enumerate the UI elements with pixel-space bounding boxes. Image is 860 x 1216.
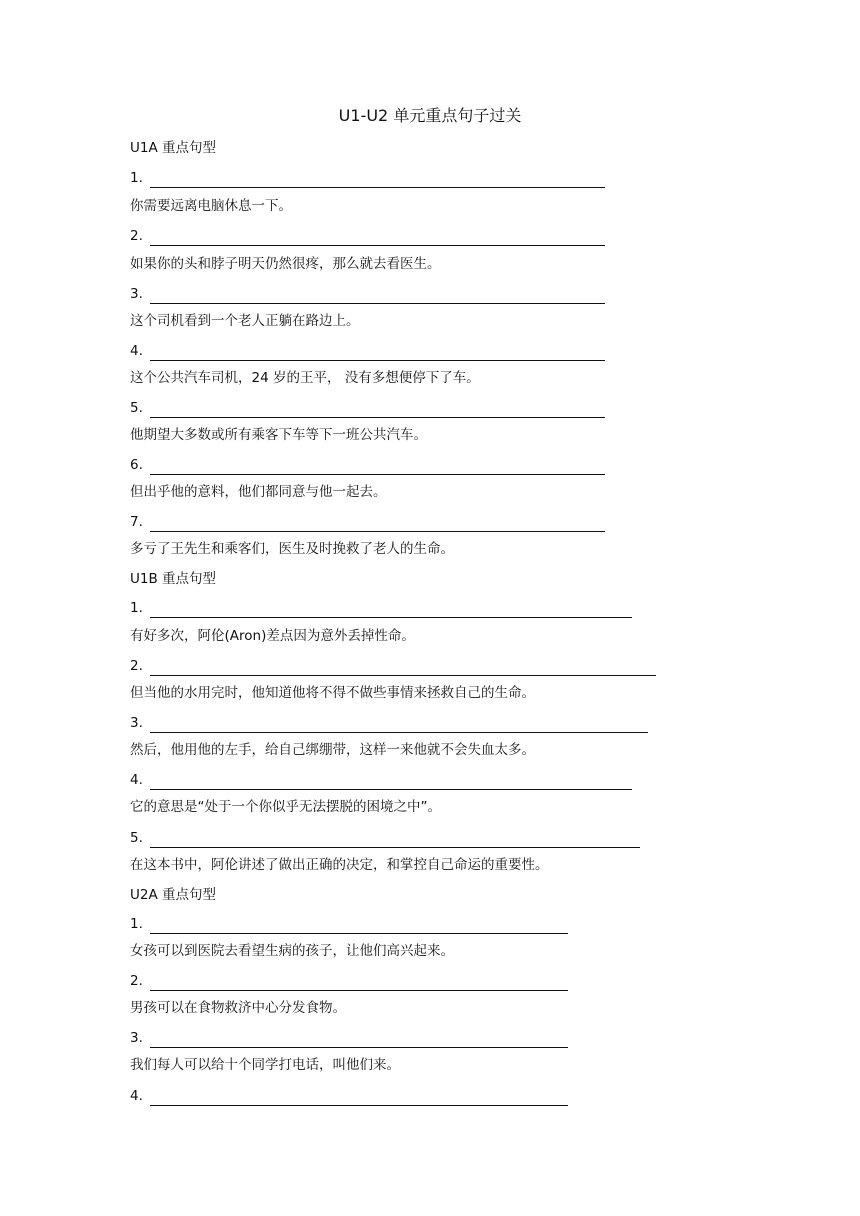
- chinese-prompt-sentence: 这个公共汽车司机，24 岁的王平， 没有多想便停下了车。: [130, 370, 480, 386]
- chinese-prompt-sentence: 它的意思是“处于一个你似乎无法摆脱的困境之中”。: [130, 799, 441, 815]
- answer-blank-line[interactable]: [150, 720, 648, 733]
- answer-blank-line[interactable]: [150, 777, 632, 790]
- chinese-prompt-sentence: 女孩可以到医院去看望生病的孩子，让他们高兴起来。: [130, 943, 454, 959]
- answer-blank-row[interactable]: [130, 284, 605, 304]
- answer-blank-line[interactable]: [150, 605, 632, 618]
- chinese-prompt-sentence: 男孩可以在食物救济中心分发食物。: [130, 1000, 346, 1016]
- chinese-prompt-sentence: 在这本书中，阿伦讲述了做出正确的决定，和掌控自己命运的重要性。: [130, 857, 549, 873]
- answer-blank-line[interactable]: [150, 978, 568, 991]
- answer-blank-line[interactable]: [150, 1093, 568, 1106]
- item-number: 4.: [130, 772, 143, 788]
- item-number: 2.: [130, 973, 143, 989]
- chinese-prompt-sentence: 然后，他用他的左手，给自己绑绷带，这样一来他就不会失血太多。: [130, 742, 535, 758]
- chinese-prompt-sentence: 有好多次，阿伦(Aron)差点因为意外丢掉性命。: [130, 628, 415, 644]
- answer-blank-row[interactable]: [130, 168, 605, 188]
- answer-blank-row[interactable]: [130, 512, 605, 532]
- item-number: 3.: [130, 286, 143, 302]
- answer-blank-row[interactable]: [130, 341, 605, 361]
- item-number: 5.: [130, 830, 143, 846]
- chinese-prompt-sentence: 我们每人可以给十个同学打电话，叫他们来。: [130, 1057, 400, 1073]
- answer-blank-line[interactable]: [150, 348, 605, 361]
- chinese-prompt-sentence: 多亏了王先生和乘客们，医生及时挽救了老人的生命。: [130, 541, 454, 557]
- item-number: 7.: [130, 514, 143, 530]
- chinese-prompt-sentence: 但当他的水用完时，他知道他将不得不做些事情来拯救自己的生命。: [130, 685, 535, 701]
- answer-blank-line[interactable]: [150, 1035, 568, 1048]
- item-number: 4.: [130, 343, 143, 359]
- answer-blank-line[interactable]: [150, 291, 605, 304]
- item-number: 2.: [130, 228, 143, 244]
- chinese-prompt-sentence: 他期望大多数或所有乘客下车等下一班公共汽车。: [130, 427, 427, 443]
- answer-blank-row[interactable]: [130, 914, 568, 934]
- answer-blank-row[interactable]: [130, 398, 605, 418]
- answer-blank-line[interactable]: [150, 175, 605, 188]
- answer-blank-line[interactable]: [150, 835, 640, 848]
- answer-blank-row[interactable]: [130, 1028, 568, 1048]
- answer-blank-row[interactable]: [130, 828, 640, 848]
- answer-blank-row[interactable]: [130, 656, 656, 676]
- section-heading: U1B 重点句型: [130, 571, 217, 587]
- answer-blank-row[interactable]: [130, 226, 605, 246]
- answer-blank-row[interactable]: [130, 713, 648, 733]
- item-number: 5.: [130, 400, 143, 416]
- answer-blank-row[interactable]: [130, 770, 632, 790]
- answer-blank-row[interactable]: [130, 1086, 568, 1106]
- answer-blank-line[interactable]: [150, 519, 605, 532]
- answer-blank-line[interactable]: [150, 921, 568, 934]
- item-number: 2.: [130, 658, 143, 674]
- answer-blank-row[interactable]: [130, 455, 605, 475]
- page-title: U1-U2 单元重点句子过关: [338, 106, 522, 125]
- answer-blank-line[interactable]: [150, 663, 656, 676]
- chinese-prompt-sentence: 但出乎他的意料，他们都同意与他一起去。: [130, 484, 387, 500]
- item-number: 1.: [130, 916, 143, 932]
- item-number: 1.: [130, 170, 143, 186]
- answer-blank-line[interactable]: [150, 233, 605, 246]
- section-heading: U2A 重点句型: [130, 887, 216, 903]
- answer-blank-row[interactable]: [130, 598, 632, 618]
- chinese-prompt-sentence: 如果你的头和脖子明天仍然很疼，那么就去看医生。: [130, 256, 441, 272]
- item-number: 4.: [130, 1088, 143, 1104]
- answer-blank-line[interactable]: [150, 462, 605, 475]
- item-number: 3.: [130, 1030, 143, 1046]
- item-number: 1.: [130, 600, 143, 616]
- section-heading: U1A 重点句型: [130, 140, 216, 156]
- answer-blank-line[interactable]: [150, 405, 605, 418]
- chinese-prompt-sentence: 这个司机看到一个老人正躺在路边上。: [130, 313, 360, 329]
- answer-blank-row[interactable]: [130, 971, 568, 991]
- chinese-prompt-sentence: 你需要远离电脑休息一下。: [130, 198, 292, 214]
- item-number: 3.: [130, 715, 143, 731]
- item-number: 6.: [130, 457, 143, 473]
